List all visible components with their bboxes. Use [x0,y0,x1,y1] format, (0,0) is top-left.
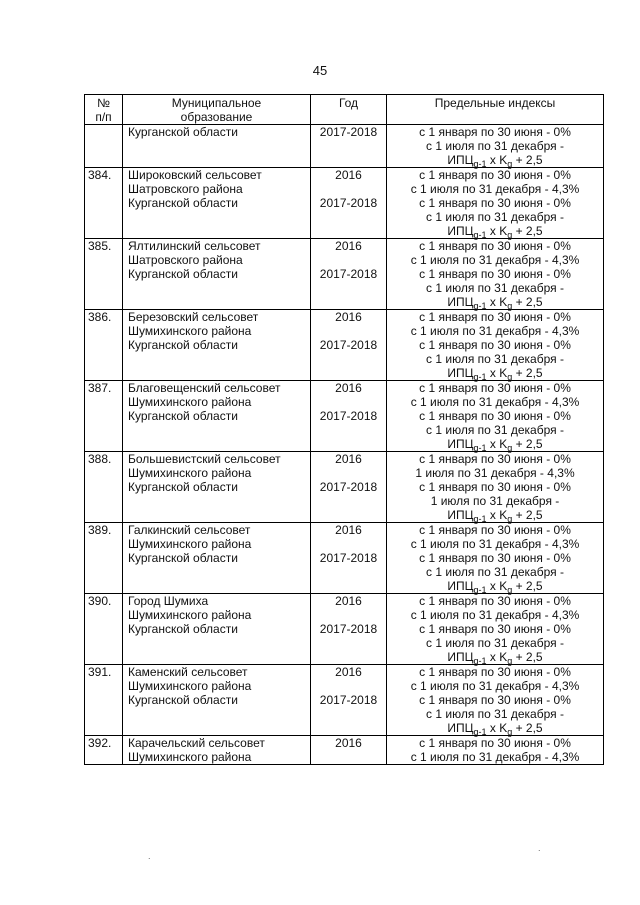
index-line: с 1 января по 30 июня - 0% [419,168,571,182]
municipality-line: Курганской области [128,267,238,281]
ipc-subscript: g-1 [473,443,487,453]
year-cell [311,381,387,452]
municipality-line: Шумихинского района [128,750,252,764]
indices-cell [387,125,604,168]
header-year: Год [311,95,387,125]
plus-text: + 2,5 [512,366,543,380]
index-formula [387,224,603,238]
times-k-text: x K [486,650,508,664]
index-line: с 1 января по 30 июня - 0% [419,594,571,608]
year-cell [311,665,387,736]
year-gap [311,253,386,267]
index-line: с 1 января по 30 июня - 0% [419,196,571,210]
ipc-subscript: g-1 [473,301,487,311]
municipality-line: Курганской области [128,551,238,565]
index-line: с 1 июля по 31 декабря - [426,139,564,153]
index-line: с 1 января по 30 июня - 0% [419,452,571,466]
index-line: 1 июля по 31 декабря - 4,3% [415,466,575,480]
index-formula: $ИПЦ_{g-1}$ x $K_g + 2,5$ [447,153,543,169]
municipality-cell [123,239,311,310]
municipality-line: Курганской области [128,480,238,494]
municipality-line: Город Шумиха [128,594,209,608]
index-line: с 1 января по 30 июня - 0% [419,551,571,565]
times-k-text: x K [486,508,508,522]
municipality-cell [123,125,311,168]
index-line: с 1 июля по 31 декабря - 4,3% [410,537,580,551]
row-number [85,125,123,168]
ipc-subscript: g-1 [473,727,487,737]
row-number: 385. [85,239,123,310]
year-value: 2016 [335,665,362,679]
header-num: № п/п [85,95,123,125]
municipality-cell [123,736,311,765]
municipality-line: Березовский сельсовет [128,310,259,324]
ipc-text: ИПЦ [447,366,474,380]
municipality-line: Шумихинского района [128,324,252,338]
indices-cell [387,665,604,736]
plus-text: + 2,5 [512,721,543,735]
index-formula [387,366,603,380]
table-row [85,736,604,765]
times-k-text: x K [486,579,508,593]
year-value: 2017-2018 [319,125,378,139]
row-number: 388. [85,452,123,523]
index-line: с 1 июля по 31 декабря - 4,3% [410,750,580,764]
k-subscript: g [507,656,513,666]
municipality-cell [123,452,311,523]
index-line: с 1 июля по 31 декабря - [426,707,564,721]
year-gap [311,324,386,338]
year-value: 2016 [335,310,362,324]
times-k-text: x K [486,366,508,380]
year-value: 2017-2018 [319,267,378,281]
municipality-line: Курганской области [128,409,238,423]
year-gap [311,608,386,622]
year-value: 2017-2018 [319,622,378,636]
year-cell [311,310,387,381]
table-row [85,452,604,523]
municipality-line: Шумихинского района [128,395,252,409]
index-line: с 1 июля по 31 декабря - [426,352,564,366]
index-line: с 1 января по 30 июня - 0% [419,736,571,750]
municipality-cell [123,168,311,239]
year-value: 2017-2018 [319,693,378,707]
indices-cell [387,736,604,765]
year-value: 2017-2018 [319,409,378,423]
table-row [85,168,604,239]
municipality-line: Шумихинского района [128,537,252,551]
municipality-cell [123,381,311,452]
municipality-line: Карачельский сельсовет [128,736,265,750]
plus-text: + 2,5 [512,224,543,238]
ipc-subscript: g-1 [473,585,487,595]
year-cell [311,736,387,765]
municipality-line: Шумихинского района [128,608,252,622]
index-line: с 1 января по 30 июня - 0% [419,523,571,537]
year-cell [311,168,387,239]
index-formula [387,295,603,309]
municipality-line: Большевистский сельсовет [128,452,281,466]
year-value: 2017-2018 [319,480,378,494]
municipality-line: Ялтилинский сельсовет [128,239,261,253]
year-value: 2016 [335,381,362,395]
times-k-text: x K [486,437,508,451]
year-gap [311,395,386,409]
municipality-line: Широковский сельсовет [128,168,262,182]
row-number: 392. [85,736,123,765]
index-line: с 1 июля по 31 декабря - 4,3% [410,324,580,338]
indices-table [84,94,604,765]
index-line: с 1 января по 30 июня - 0% [419,693,571,707]
indices-cell [387,239,604,310]
ipc-text: ИПЦ [447,437,474,451]
index-formula [387,650,603,664]
plus-text: + 2,5 [512,437,543,451]
ipc-subscript: g-1 [473,656,487,666]
year-gap [311,679,386,693]
k-subscript: g [507,443,513,453]
index-line: с 1 января по 30 июня - 0% [419,310,571,324]
index-line: с 1 января по 30 июня - 0% [419,480,571,494]
index-line: с 1 июля по 31 декабря - 4,3% [410,679,580,693]
year-cell [311,452,387,523]
row-number: 390. [85,594,123,665]
municipality-line: Галкинский сельсовет [128,523,251,537]
municipality-line: Шатровского района [128,253,243,267]
municipality-cell [123,523,311,594]
scan-mark: . [148,851,151,861]
table-row [85,594,604,665]
index-line: с 1 января по 30 июня - 0% [419,622,571,636]
year-value: 2016 [335,168,362,182]
index-line: с 1 июля по 31 декабря - 4,3% [410,395,580,409]
municipality-line: Шумихинского района [128,466,252,480]
plus-text: + 2,5 [512,650,543,664]
indices-cell [387,452,604,523]
year-value: 2017-2018 [319,196,378,210]
municipality-line: Шатровского района [128,182,243,196]
index-line: с 1 июля по 31 декабря - 4,3% [410,253,580,267]
indices-cell [387,523,604,594]
municipality-line: Каменский сельсовет [128,665,248,679]
header-municipality: Муниципальное образование [123,95,311,125]
municipality-line: Курганской области [128,125,238,139]
index-line: с 1 июля по 31 декабря - [426,423,564,437]
year-gap [311,466,386,480]
index-line: с 1 января по 30 июня - 0% [419,267,571,281]
k-subscript: g [507,585,513,595]
times-k-text: x K [486,295,508,309]
year-cell [311,594,387,665]
year-cell [311,523,387,594]
municipality-line: Курганской области [128,622,238,636]
table-row [85,239,604,310]
plus-text: + 2,5 [512,295,543,309]
ipc-subscript: g-1 [473,230,487,240]
year-value: 2016 [335,523,362,537]
index-line: с 1 июля по 31 декабря - [426,281,564,295]
index-line: с 1 июля по 31 декабря - [426,636,564,650]
continuation-row [85,125,604,168]
ipc-text: ИПЦ [447,721,474,735]
ipc-text: ИПЦ [447,650,474,664]
ipc-text: ИПЦ [447,224,474,238]
index-formula [387,721,603,735]
year-gap [311,537,386,551]
indices-cell [387,168,604,239]
index-line: с 1 января по 30 июня - 0% [419,125,571,139]
ipc-subscript: g-1 [473,372,487,382]
plus-text: + 2,5 [512,579,543,593]
times-k-text: x K [486,721,508,735]
municipality-line: Благовещенский сельсовет [128,381,281,395]
municipality-line: Курганской области [128,338,238,352]
year-value: 2016 [335,239,362,253]
ipc-text: ИПЦ [447,295,474,309]
index-formula [387,437,603,451]
k-subscript: g [507,301,513,311]
indices-cell [387,381,604,452]
page-number: 45 [312,63,328,78]
index-line: с 1 января по 30 июня - 0% [419,665,571,679]
year-value: 2016 [335,594,362,608]
table-row [85,665,604,736]
row-number: 389. [85,523,123,594]
ipc-subscript: g-1 [473,514,487,524]
index-line: с 1 января по 30 июня - 0% [419,239,571,253]
year-cell [311,239,387,310]
k-subscript: g [507,514,513,524]
header-row [85,95,604,125]
ipc-text: ИПЦ [447,508,474,522]
ipc-text: ИПЦ [447,579,474,593]
k-subscript: g [507,727,513,737]
index-line: с 1 июля по 31 декабря - 4,3% [410,608,580,622]
index-line: 1 июля по 31 декабря - [430,494,560,508]
times-k-text: x K [486,224,508,238]
year-value: 2017-2018 [319,551,378,565]
table-row [85,381,604,452]
municipality-line: Курганской области [128,196,238,210]
index-line: с 1 июля по 31 декабря - 4,3% [410,182,580,196]
index-line: с 1 июля по 31 декабря - [426,565,564,579]
index-line: с 1 января по 30 июня - 0% [419,381,571,395]
year-cell [311,125,387,168]
k-subscript: g [507,372,513,382]
header-indices: Предельные индексы [387,95,604,125]
indices-cell [387,310,604,381]
year-value: 2016 [335,452,362,466]
municipality-cell [123,594,311,665]
plus-text: + 2,5 [512,508,543,522]
index-formula [387,579,603,593]
row-number: 384. [85,168,123,239]
index-formula [387,508,603,522]
table-row [85,310,604,381]
index-line: с 1 января по 30 июня - 0% [419,338,571,352]
year-gap [311,182,386,196]
municipality-cell [123,665,311,736]
municipality-cell [123,310,311,381]
year-value: 2016 [335,736,362,750]
municipality-line: Курганской области [128,693,238,707]
row-number: 387. [85,381,123,452]
scan-mark: . [538,843,541,853]
index-line: с 1 января по 30 июня - 0% [419,409,571,423]
row-number: 391. [85,665,123,736]
table-row [85,523,604,594]
row-number: 386. [85,310,123,381]
year-value: 2017-2018 [319,338,378,352]
indices-cell [387,594,604,665]
k-subscript: g [507,230,513,240]
municipality-line: Шумихинского района [128,679,252,693]
index-line: с 1 июля по 31 декабря - [426,210,564,224]
